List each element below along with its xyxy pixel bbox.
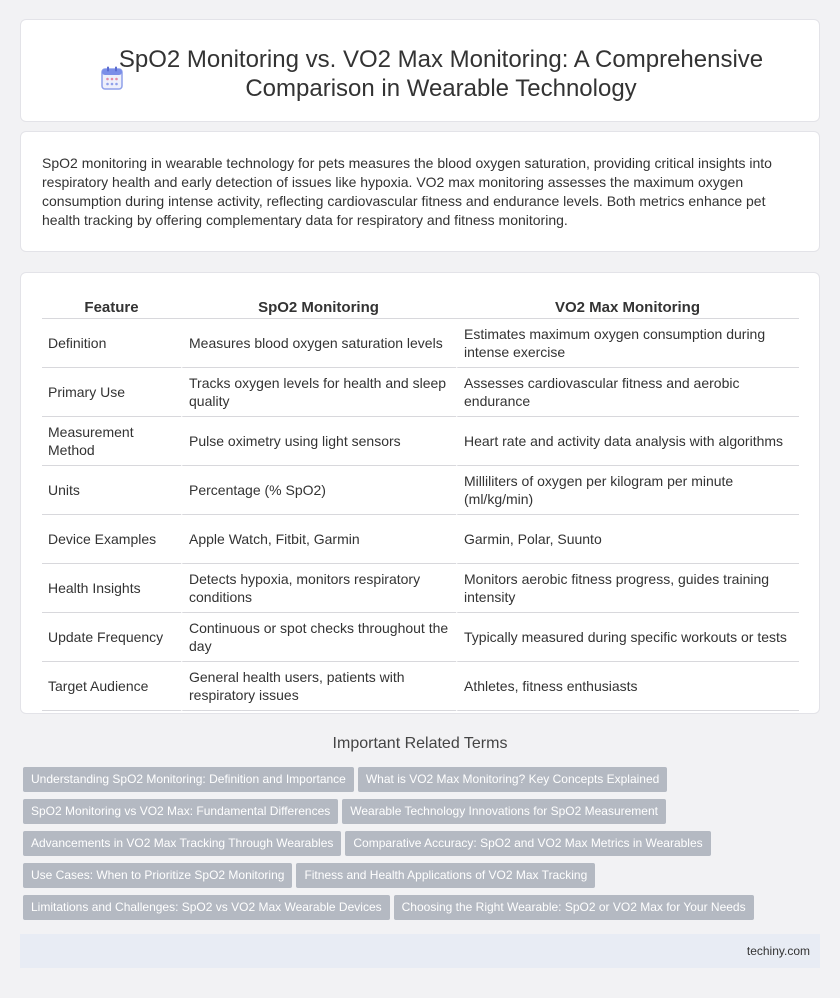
page-title-line1: SpO2 Monitoring vs. VO2 Max Monitoring: A Comprehensive <box>118 46 764 73</box>
table-cell-feature: Target Audience <box>42 662 181 711</box>
related-term-tag[interactable]: Use Cases: When to Prioritize SpO2 Monitoring <box>23 863 292 888</box>
table-cell-vo2max: Assesses cardiovascular fitness and aerobic endurance <box>456 368 799 417</box>
related-terms-row <box>23 863 813 895</box>
table-cell-spo2: Detects hypoxia, monitors respiratory conditions <box>181 564 456 613</box>
intro-paragraph: SpO2 monitoring in wearable technology for pets measures the blood oxygen saturation, providing critical insights into respiratory health and early detection of issues like hypoxia. VO2 max monitoring assesses the maximum oxygen consumption during intense activity, reflecting cardiovascular fitness and endurance levels. Both metrics enhance pet health tracking by offering complementary data for respiratory and fitness monitoring. <box>42 155 772 228</box>
related-terms-row <box>23 799 813 831</box>
related-terms-row <box>23 895 813 927</box>
related-term-tag[interactable]: Choosing the Right Wearable: SpO2 or VO2 Max for Your Needs <box>394 895 754 920</box>
footer <box>20 934 820 968</box>
table-header-spo2: SpO2 Monitoring <box>181 297 456 319</box>
table-cell-feature: Health Insights <box>42 564 181 613</box>
title-card <box>20 19 820 122</box>
table-cell-vo2max: Estimates maximum oxygen consumption during intense exercise <box>456 319 799 368</box>
table-row <box>42 515 799 564</box>
comparison-table <box>42 297 799 711</box>
related-terms-list <box>23 767 813 927</box>
table-row <box>42 368 799 417</box>
table-cell-vo2max: Monitors aerobic fitness progress, guides training intensity <box>456 564 799 613</box>
related-terms-row <box>23 831 813 863</box>
intro-card <box>20 131 820 252</box>
related-term-tag[interactable]: What is VO2 Max Monitoring? Key Concepts Explained <box>358 767 667 792</box>
footer-site-link[interactable]: techiny.com <box>746 944 810 958</box>
related-terms-heading: Important Related Terms <box>332 735 508 752</box>
related-term-tag[interactable]: Advancements in VO2 Max Tracking Through Wearables <box>23 831 341 856</box>
table-header-feature: Feature <box>42 297 181 319</box>
table-cell-spo2: Percentage (% SpO2) <box>181 466 456 515</box>
table-cell-spo2: Continuous or spot checks throughout the day <box>181 613 456 662</box>
related-term-tag[interactable]: SpO2 Monitoring vs VO2 Max: Fundamental Differences <box>23 799 338 824</box>
related-term-tag[interactable]: Wearable Technology Innovations for SpO2 Measurement <box>342 799 666 824</box>
table-row <box>42 319 799 368</box>
comparison-table-card <box>20 272 820 714</box>
table-row <box>42 662 799 711</box>
table-cell-feature: Units <box>42 466 181 515</box>
table-cell-spo2: Apple Watch, Fitbit, Garmin <box>181 515 456 564</box>
table-cell-spo2: Pulse oximetry using light sensors <box>181 417 456 466</box>
table-row <box>42 417 799 466</box>
table-cell-feature: Primary Use <box>42 368 181 417</box>
related-term-tag[interactable]: Fitness and Health Applications of VO2 Max Tracking <box>296 863 595 888</box>
table-cell-vo2max: Athletes, fitness enthusiasts <box>456 662 799 711</box>
table-row <box>42 613 799 662</box>
page-title <box>91 45 791 103</box>
related-terms-row <box>23 767 813 799</box>
table-row <box>42 466 799 515</box>
table-cell-vo2max: Garmin, Polar, Suunto <box>456 515 799 564</box>
table-cell-vo2max: Heart rate and activity data analysis with algorithms <box>456 417 799 466</box>
related-term-tag[interactable]: Understanding SpO2 Monitoring: Definition and Importance <box>23 767 354 792</box>
table-cell-vo2max: Typically measured during specific workouts or tests <box>456 613 799 662</box>
table-row <box>42 564 799 613</box>
table-cell-feature: Measurement Method <box>42 417 181 466</box>
related-term-tag[interactable]: Comparative Accuracy: SpO2 and VO2 Max Metrics in Wearables <box>345 831 710 856</box>
table-header-row <box>42 297 799 319</box>
table-cell-spo2: General health users, patients with respiratory issues <box>181 662 456 711</box>
table-cell-feature: Device Examples <box>42 515 181 564</box>
table-cell-feature: Update Frequency <box>42 613 181 662</box>
table-header-vo2max: VO2 Max Monitoring <box>456 297 799 319</box>
table-cell-spo2: Tracks oxygen levels for health and sleep quality <box>181 368 456 417</box>
table-cell-feature: Definition <box>42 319 181 368</box>
page-title-line2: Comparison in Wearable Technology <box>245 75 637 102</box>
table-cell-spo2: Measures blood oxygen saturation levels <box>181 319 456 368</box>
related-term-tag[interactable]: Limitations and Challenges: SpO2 vs VO2 Max Wearable Devices <box>23 895 390 920</box>
table-cell-vo2max: Milliliters of oxygen per kilogram per minute (ml/kg/min) <box>456 466 799 515</box>
